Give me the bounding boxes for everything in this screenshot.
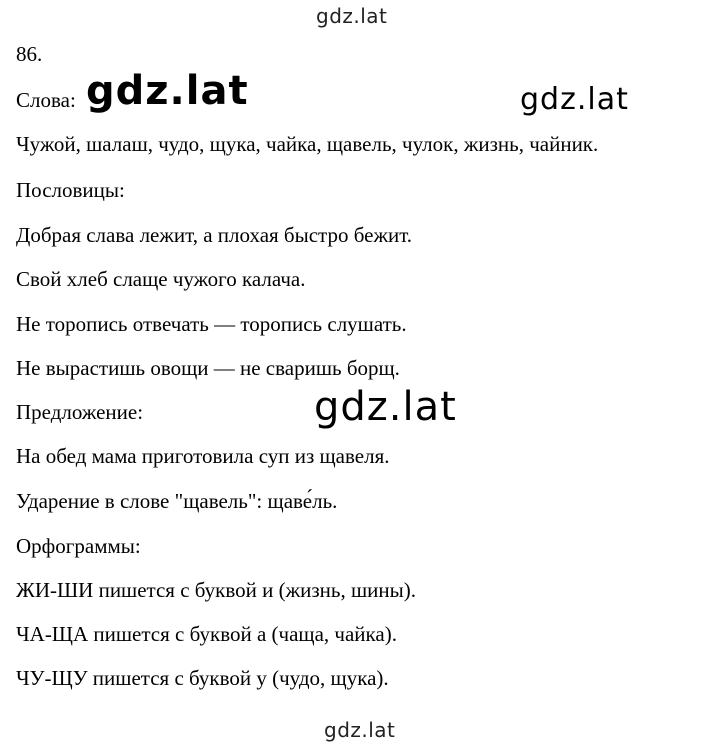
watermark-top: gdz.lat: [316, 4, 388, 28]
proverb-2: Свой хлеб слаще чужого калача.: [16, 267, 306, 291]
proverb-3: Не торопись отвечать — торопись слушать.: [16, 312, 407, 336]
orthogram-3: ЧУ-ЩУ пишется с буквой у (чудо, щука).: [16, 666, 389, 690]
watermark-big-1: gdz.lat: [86, 68, 249, 114]
orthogram-1: ЖИ-ШИ пишется с буквой и (жизнь, шины).: [16, 578, 416, 602]
sentence-label: Предложение:: [16, 400, 144, 424]
sentence: На обед мама приготовила суп из щавеля.: [16, 444, 390, 468]
watermark-big-2: gdz.lat: [520, 82, 629, 117]
watermark-big-3: gdz.lat: [314, 384, 457, 430]
exercise-number: 86.: [16, 42, 43, 66]
watermark-bottom: gdz.lat: [324, 718, 396, 742]
orthogram-2: ЧА-ЩА пишется с буквой а (чаща, чайка).: [16, 622, 397, 646]
proverb-1: Добрая слава лежит, а плохая быстро бежит.: [16, 223, 413, 247]
words-list: Чужой, шалаш, чудо, щука, чайка, щавель, чулок, жизнь, чайник.: [16, 132, 599, 156]
stress-note: Ударение в слове "щавель": щаве́ль.: [16, 489, 338, 513]
words-label: Слова:: [16, 88, 76, 112]
proverb-4: Не вырастишь овощи — не сваришь борщ.: [16, 356, 400, 380]
proverbs-label: Пословицы:: [16, 178, 125, 202]
orthograms-label: Орфограммы:: [16, 534, 141, 558]
